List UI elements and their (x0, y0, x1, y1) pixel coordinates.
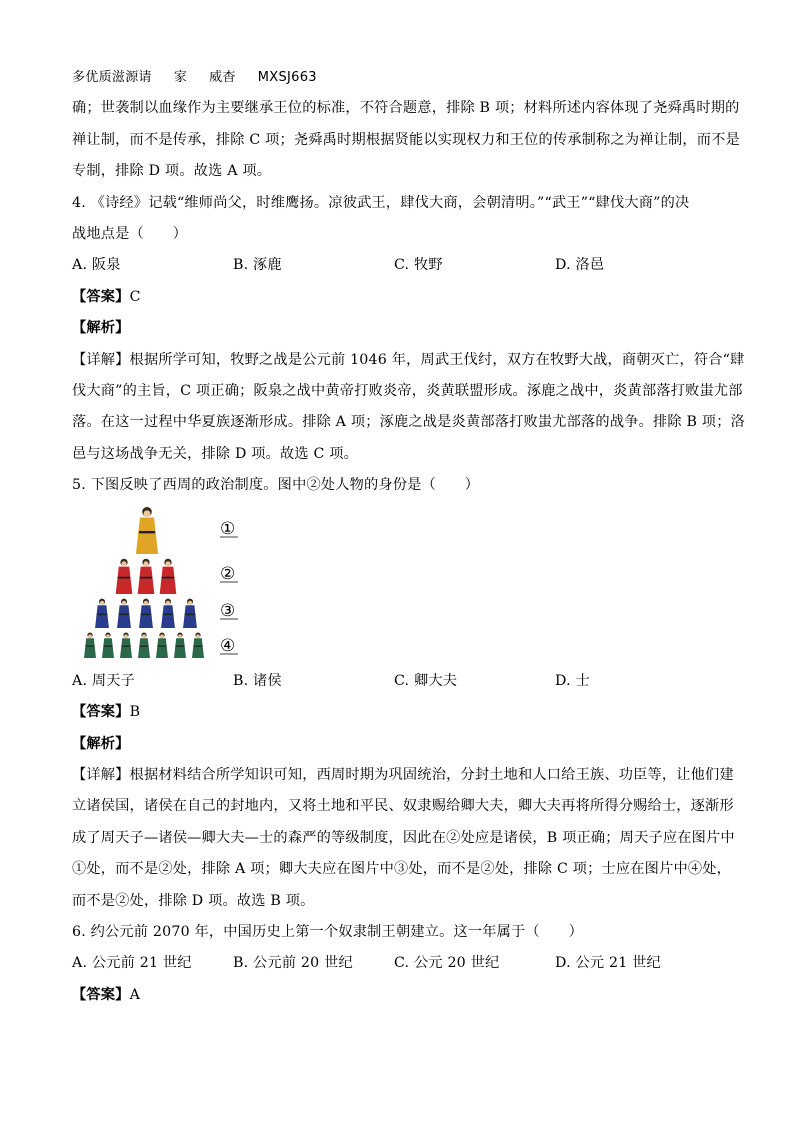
answer-value: C (129, 288, 141, 305)
scholar-figure (102, 632, 114, 657)
scholar-figure (192, 632, 204, 657)
header-code: MXSJ663 (257, 70, 317, 85)
watermark-header (72, 62, 724, 93)
hierarchy-figure (84, 504, 244, 662)
q5-analysis-label: 【解析】 (72, 735, 130, 752)
answer-label: 【答案】 (72, 704, 130, 721)
q6-option-d: D. 公元 21 世纪 (555, 955, 661, 972)
scholar-figure (120, 632, 132, 657)
q4-option-b: B. 涿鹿 (233, 257, 282, 274)
lord-figure (138, 558, 155, 593)
q5-option-d: D. 士 (555, 672, 590, 689)
figure-label-4: ④ (220, 635, 236, 656)
q4-answer (72, 282, 724, 313)
q4-detail-line: 【详解】根据所学可知，牧野之战是公元前 1046 年，周武王伐纣，双方在牧野大战，商朝灭亡，符合“肆 (72, 351, 745, 368)
hierarchy-pyramid (84, 504, 244, 662)
page-content (72, 62, 745, 1011)
header-part3: 威杳 (209, 70, 236, 85)
q5-detail-line: 成了周天子—诸侯—卿大夫—士的森严的等级制度，因此在②处应是诸侯，B 项正确；周天子应在图片中 (72, 829, 735, 846)
q6-answer (72, 980, 724, 1011)
answer-value: A (129, 986, 141, 1003)
lord-figure (160, 558, 177, 593)
scholar-figure (84, 632, 96, 657)
answer-label: 【答案】 (72, 986, 130, 1003)
q6-option-c: C. 公元 20 世纪 (394, 955, 500, 972)
q3-explain-line: 专制，排除 D 项。故选 A 项。 (72, 163, 272, 180)
scholar-figure (138, 632, 150, 657)
minister-figure (139, 598, 153, 627)
q5-option-b: B. 诸侯 (233, 672, 282, 689)
q5-options (72, 666, 724, 697)
q5-detail-line: 立诸侯国，诸侯在自己的封地内，又将土地和平民、奴隶赐给卿大夫，卿大夫再将所得分赐给士，逐渐形 (72, 798, 734, 815)
q6-option-a: A. 公元前 21 世纪 (72, 955, 192, 972)
q5-option-a: A. 周天子 (72, 672, 136, 689)
q6-options (72, 948, 724, 979)
q4-options (72, 250, 724, 281)
q4-option-c: C. 牧野 (394, 257, 443, 274)
minister-figure (95, 598, 109, 627)
q4-option-d: D. 洛邑 (555, 257, 605, 274)
q6-option-b: B. 公元前 20 世纪 (233, 955, 353, 972)
q6-stem: 6. 约公元前 2070 年，中国历史上第一个奴隶制王朝建立。这一年属于（ ） (72, 923, 583, 940)
king-figure (136, 507, 158, 554)
scholar-figure (156, 632, 168, 657)
q4-analysis-label: 【解析】 (72, 320, 130, 337)
q4-stem-line: 4. 《诗经》记载“维师尚父，时维鹰扬。凉彼武王，肆伐大商，会朝清明。”“武王”“肆伐大商”的决 (72, 194, 690, 211)
lord-figure (116, 558, 133, 593)
q3-explain-line: 禅让制，而不是传承，排除 C 项；尧舜禹时期根据贤能以实现权力和王位的传承制称之为禅让制，而不是 (72, 131, 740, 148)
q3-explain-line: 确；世袭制以血缘作为主要继承王位的标准，不符合题意，排除 B 项；材料所述内容体现了尧舜禹时期的 (72, 100, 740, 117)
q4-stem-line: 战地点是（ ） (72, 226, 188, 243)
figure-label-3: ③ (220, 600, 236, 621)
q5-answer (72, 697, 724, 728)
q5-detail-line: ①处，而不是②处，排除 A 项；卿大夫应在图片中③处，而不是②处，排除 C 项；士应在图片中④处， (72, 861, 732, 878)
answer-label: 【答案】 (72, 288, 130, 305)
q5-detail-line: 【详解】根据材料结合所学知识可知，西周时期为巩固统治，分封土地和人口给王族、功臣等，让他们建 (72, 766, 734, 783)
header-part2: 家 (173, 70, 188, 85)
q4-detail-line: 伐大商”的主旨，C 项正确；阪泉之战中黄帝打败炎帝，炎黄联盟形成。涿鹿之战中，炎黄部落打败蚩尤部 (72, 383, 743, 400)
q5-stem: 5. 下图反映了西周的政治制度。图中②处人物的身份是（ ） (72, 477, 480, 494)
header-part1: 多优质滋源请 (72, 70, 152, 85)
figure-label-2: ② (220, 563, 236, 584)
q5-detail-line: 而不是②处，排除 D 项。故选 B 项。 (72, 892, 315, 909)
scholar-figure (174, 632, 186, 657)
q5-option-c: C. 卿大夫 (394, 672, 458, 689)
q4-detail-line: 落。在这一过程中华夏族逐渐形成。排除 A 项；涿鹿之战是炎黄部落打败蚩尤部落的战争。排除 B 项；洛 (72, 414, 745, 431)
minister-figure (117, 598, 131, 627)
figure-label-1: ① (220, 518, 236, 539)
answer-value: B (129, 704, 141, 721)
minister-figure (183, 598, 197, 627)
q4-detail-line: 邑与这场战争无关，排除 D 项。故选 C 项。 (72, 445, 359, 462)
q4-option-a: A. 阪泉 (72, 257, 121, 274)
minister-figure (161, 598, 175, 627)
